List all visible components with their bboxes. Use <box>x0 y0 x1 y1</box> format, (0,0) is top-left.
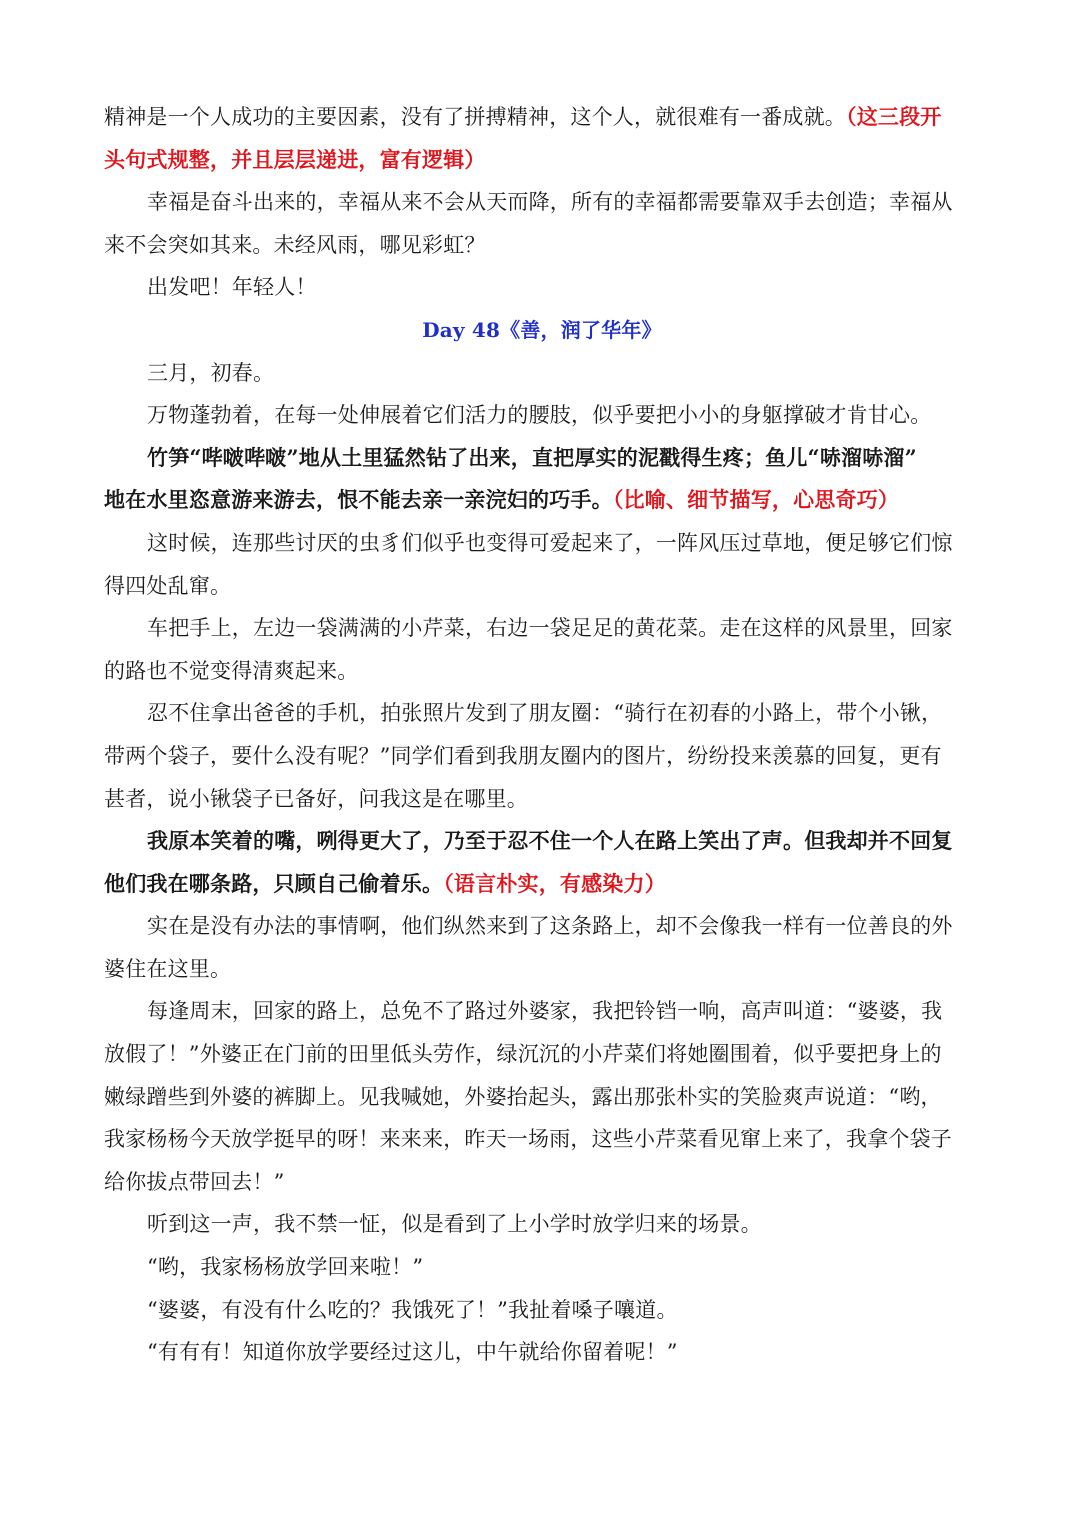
body-text: “有有有！知道你放学要经过这儿，中午就给你留着呢！” <box>147 1340 678 1365</box>
body-text: 听到这一声，我不禁一怔，似是看到了上小学时放学归来的场景。 <box>147 1212 762 1237</box>
text-line <box>104 1246 980 1289</box>
body-text: 每逢周末，回家的路上，总免不了路过外婆家，我把铃铛一响，高声叫道：“婆婆，我 <box>147 999 943 1024</box>
text-line <box>104 990 980 1033</box>
text-line <box>104 522 980 565</box>
body-text: 精神是一个人成功的主要因素，没有了拼搏精神，这个人，就很难有一番成就。 <box>104 105 846 129</box>
text-line <box>104 607 980 650</box>
body-text: 幸福是奋斗出来的，幸福从来不会从天而降，所有的幸福都需要靠双手去创造；幸福从 <box>147 190 953 215</box>
text-line <box>104 1033 980 1076</box>
text-line <box>104 863 980 906</box>
bold-text: 竹笋“哔啵哔啵”地从土里猛然钻了出来，直把厚实的泥戳得生疼；鱼儿“哧溜哧溜” <box>147 444 917 470</box>
text-line <box>104 692 980 735</box>
bold-text: 地在水里恣意游来游去，恨不能去亲一亲浣妇的巧手。 <box>104 487 613 513</box>
body-text: 车把手上，左边一袋满满的小芹菜，右边一袋足足的黄花菜。走在这样的风景里，回家 <box>147 616 953 641</box>
text-line <box>104 778 980 821</box>
text-line <box>104 479 980 522</box>
body-text: 的路也不觉变得清爽起来。 <box>104 658 359 683</box>
text-line <box>104 650 980 693</box>
text-line <box>104 96 980 139</box>
body-text: 甚者，说小锹袋子已备好，问我这是在哪里。 <box>104 786 528 811</box>
body-text: 万物蓬勃着，在每一处伸展着它们活力的腰肢，似乎要把小小的身躯撑破才肯甘心。 <box>147 403 932 428</box>
text-line <box>104 266 980 309</box>
body-text: 给你拔点带回去！” <box>104 1169 285 1194</box>
text-line <box>104 394 980 437</box>
text-line <box>104 905 980 948</box>
annotation-comment: （这三段开 <box>846 104 942 129</box>
body-text: 来不会突如其来。未经风雨，哪见彩虹？ <box>104 232 486 257</box>
body-text: “婆婆，有没有什么吃的？我饿死了！”我扯着嗓子嚷道。 <box>147 1297 678 1322</box>
body-text: 三月，初春。 <box>147 360 275 385</box>
section-title <box>104 309 980 352</box>
text-line <box>104 1118 980 1161</box>
body-text: 实在是没有办法的事情啊，他们纵然来到了这条路上，却不会像我一样有一位善良的外 <box>147 914 953 939</box>
body-text: 得四处乱窜。 <box>104 573 232 598</box>
section-title-text: Day 48《善，润了华年》 <box>422 317 662 342</box>
body-text: 这时候，连那些讨厌的虫豸们似乎也变得可爱起来了，一阵风压过草地，便足够它们惊 <box>147 530 953 555</box>
text-line <box>104 735 980 778</box>
text-line <box>104 948 980 991</box>
text-line <box>104 139 980 182</box>
text-line <box>104 1289 980 1332</box>
body-text: 放假了！”外婆正在门前的田里低头劳作，绿沉沉的小芹菜们将她圈围着，似乎要把身上的 <box>104 1042 942 1067</box>
text-line <box>104 1161 980 1204</box>
body-text: 婆住在这里。 <box>104 956 232 981</box>
text-line <box>104 437 980 480</box>
body-text: 我家杨杨今天放学挺早的呀！来来来，昨天一场雨，这些小芹菜看见窜上来了，我拿个袋子 <box>104 1127 952 1152</box>
text-line <box>104 1331 980 1374</box>
annotation-comment: 头句式规整，并且层层递进，富有逻辑） <box>104 146 486 172</box>
body-text: 出发吧！年轻人！ <box>147 275 317 300</box>
annotation-comment: （比喻、细节描写，心思奇巧） <box>612 487 900 513</box>
body-text: 忍不住拿出爸爸的手机，拍张照片发到了朋友圈：“骑行在初春的小路上，带个小锹， <box>147 701 943 726</box>
text-line <box>104 352 980 395</box>
bold-text: 我原本笑着的嘴，咧得更大了，乃至于忍不住一个人在路上笑出了声。但我却并不回复 <box>147 828 953 854</box>
text-line <box>104 181 980 224</box>
bold-text: 他们我在哪条路，只顾自己偷着乐。 <box>104 870 444 896</box>
text-line <box>104 1076 980 1119</box>
annotation-comment: （语言朴实，有感染力） <box>443 870 666 896</box>
body-text: 嫩绿蹭些到外婆的裤脚上。见我喊她，外婆抬起头，露出那张朴实的笑脸爽声说道：“哟， <box>104 1084 942 1109</box>
text-line <box>104 1203 980 1246</box>
body-text: 带两个袋子，要什么没有呢？”同学们看到我朋友圈内的图片，纷纷投来羡慕的回复，更有 <box>104 743 942 768</box>
body-text: “哟，我家杨杨放学回来啦！” <box>147 1255 424 1280</box>
document-page <box>104 96 980 1374</box>
text-line <box>104 565 980 608</box>
text-line <box>104 224 980 267</box>
text-line <box>104 820 980 863</box>
